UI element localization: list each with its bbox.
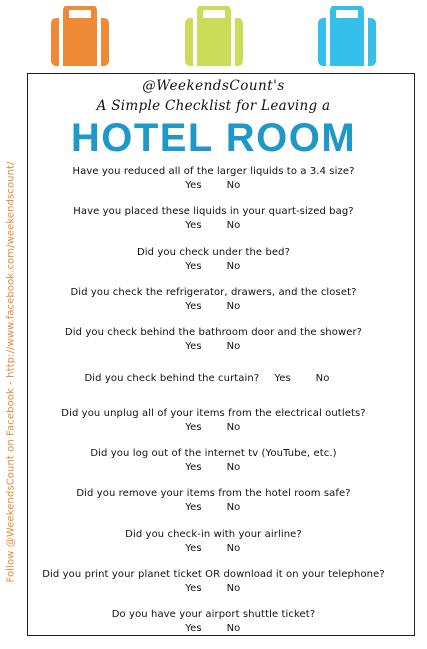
checklist-subtitle: A Simple Checklist for Leaving a xyxy=(96,98,331,114)
question-text: Did you check behind the bathroom door and the shower? xyxy=(64,327,363,339)
question-text: Did you check-in with your airline? xyxy=(125,528,302,540)
no-option[interactable]: No xyxy=(226,542,241,554)
yes-option[interactable]: Yes xyxy=(185,260,202,272)
answer-options xyxy=(0,582,427,596)
yes-option[interactable]: Yes xyxy=(185,542,202,554)
checklist xyxy=(0,165,427,649)
checklist-item xyxy=(0,326,427,366)
question-text: Have you reduced all of the larger liquids to a 3.4 size? xyxy=(72,166,355,177)
question-text: Have you placed these liquids in your quart-sized bag? xyxy=(73,206,354,218)
question-text: Did you check the refrigerator, drawers, and the closet? xyxy=(70,286,357,298)
yes-option[interactable]: Yes xyxy=(185,421,202,433)
suitcase-icon xyxy=(180,6,248,68)
author-handle: @WeekendsCount's xyxy=(142,78,285,94)
answer-options xyxy=(0,622,427,636)
answer-options xyxy=(0,340,427,354)
answer-options xyxy=(0,260,427,274)
answer-options xyxy=(0,300,427,314)
question-text: Did you log out of the internet tv (YouTube, etc.) xyxy=(90,448,337,460)
answer-options xyxy=(0,421,427,435)
answer-options xyxy=(0,179,427,193)
suitcase-icon xyxy=(46,6,114,68)
yes-option[interactable]: Yes xyxy=(185,623,202,635)
no-option[interactable]: No xyxy=(226,623,241,635)
checklist-item xyxy=(0,165,427,205)
yes-option[interactable]: Yes xyxy=(274,373,291,385)
yes-option[interactable]: Yes xyxy=(185,300,202,312)
no-option[interactable]: No xyxy=(226,300,241,312)
no-option[interactable]: No xyxy=(226,260,241,272)
answer-options xyxy=(0,542,427,556)
question-text: Did you check under the bed? xyxy=(136,246,291,258)
question-text: Do you have your airport shuttle ticket? xyxy=(111,609,316,621)
page-title: HOTEL ROOM xyxy=(70,116,357,160)
no-option[interactable]: No xyxy=(226,220,241,232)
no-option[interactable]: No xyxy=(226,180,241,191)
no-option[interactable]: No xyxy=(226,582,241,594)
checklist-item xyxy=(0,447,427,487)
answer-options xyxy=(263,373,343,384)
question-text: Did you print your planet ticket OR download it on your telephone? xyxy=(42,568,385,580)
checklist-item xyxy=(0,528,427,568)
checklist-item xyxy=(0,286,427,326)
checklist-item xyxy=(0,366,427,406)
yes-option[interactable]: Yes xyxy=(185,502,202,514)
suitcase-icon xyxy=(313,6,381,68)
no-option[interactable]: No xyxy=(226,462,241,474)
question-text: Did you check behind the curtain? xyxy=(84,373,260,385)
checklist-item xyxy=(0,246,427,286)
checklist-item xyxy=(0,568,427,608)
no-option[interactable]: No xyxy=(226,502,241,514)
no-option[interactable]: No xyxy=(226,341,241,353)
checklist-item xyxy=(0,407,427,447)
yes-option[interactable]: Yes xyxy=(185,180,202,191)
yes-option[interactable]: Yes xyxy=(185,220,202,232)
no-option[interactable]: No xyxy=(315,373,330,385)
no-option[interactable]: No xyxy=(226,421,241,433)
checklist-item xyxy=(0,205,427,245)
facebook-follow-text: Follow @WeekendsCount on Facebook - http://www.facebook.com/weekendscount/ xyxy=(5,161,17,583)
checklist-item xyxy=(0,608,427,648)
answer-options xyxy=(0,501,427,515)
checklist-item xyxy=(0,487,427,527)
question-text: Did you unplug all of your items from the electrical outlets? xyxy=(61,407,366,419)
yes-option[interactable]: Yes xyxy=(185,341,202,353)
yes-option[interactable]: Yes xyxy=(185,462,202,474)
question-text: Did you remove your items from the hotel room safe? xyxy=(76,488,351,500)
answer-options xyxy=(0,219,427,233)
answer-options xyxy=(0,461,427,475)
yes-option[interactable]: Yes xyxy=(185,582,202,594)
